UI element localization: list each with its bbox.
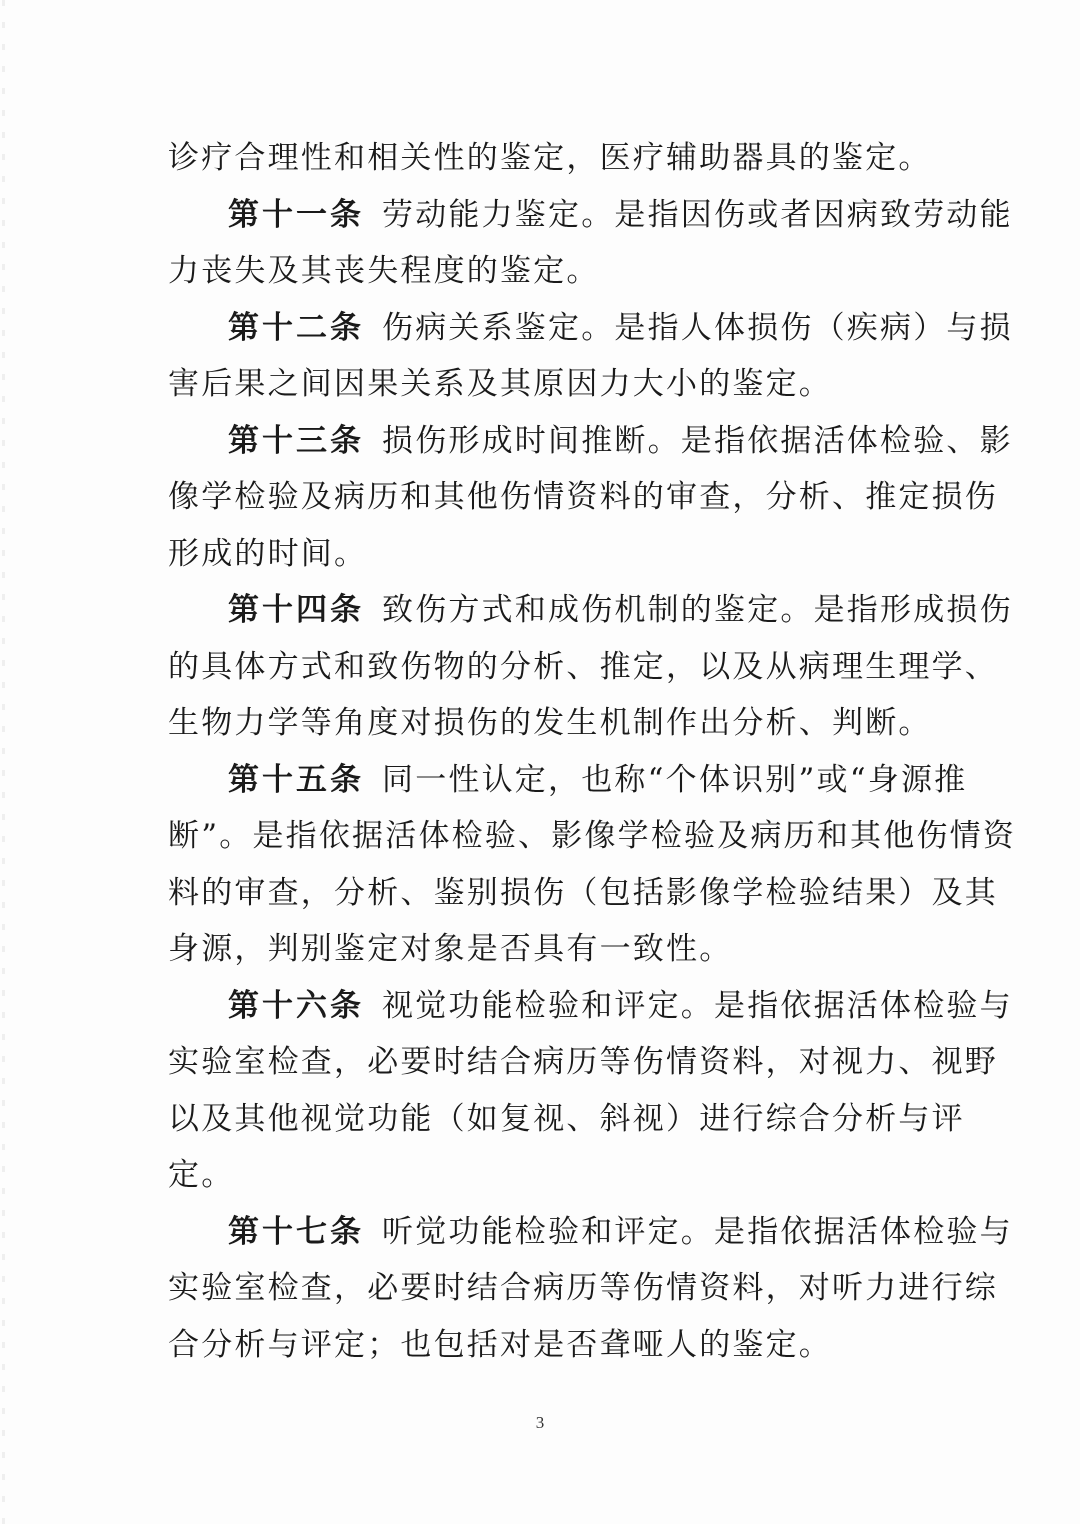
article-text: 劳动能力鉴定。是指因伤或者因病致劳动能 [382,196,1013,233]
article-11 [168,187,1013,300]
article-text: 致伤方式和成伤机制的鉴定。是指形成损伤 [382,592,1013,628]
article-15 [168,752,1017,978]
article-line: 断”。是指依据活体检验、影像学检验及病历和其他伤情资 [168,818,1017,854]
article-text: 同一性认定，也称“个体识别”或“身源推 [382,761,968,798]
article-text: 听觉功能检验和评定。是指依据活体检验与 [382,1213,1013,1250]
article-line: 力丧失及其丧失程度的鉴定。 [168,253,600,289]
article-text: 损伤形成时间推断。是指依据活体检验、影 [382,422,1013,459]
article-first-line [168,582,1013,639]
article-16 [168,978,1013,1204]
article-line: 实验室检查，必要时结合病历等伤情资料，对听力进行综 [168,1270,998,1306]
article-12 [168,300,1013,413]
article-line: 合分析与评定；也包括对是否聋哑人的鉴定。 [168,1326,832,1363]
article-title: 第十一条 [228,196,364,233]
article-title: 第十四条 [228,592,364,628]
scan-edge-artifact [2,0,5,1524]
article-text: 视觉功能检验和评定。是指依据活体检验与 [382,987,1013,1024]
article-line: 形成的时间。 [168,535,368,572]
intro-line: 诊疗合理性和相关性的鉴定，医疗辅助器具的鉴定。 [168,140,932,176]
article-first-line [168,1204,1013,1261]
article-title: 第十二条 [228,309,364,346]
article-13 [168,413,1013,583]
article-title: 第十五条 [228,761,364,798]
article-line: 身源，判别鉴定对象是否具有一致性。 [168,931,733,967]
article-line: 的具体方式和致伤物的分析、推定，以及从病理生理学、 [168,648,998,685]
article-title: 第十六条 [228,987,364,1024]
article-line: 像学检验及病历和其他伤情资料的审查，分析、推定损伤 [168,479,998,515]
article-first-line [168,187,1013,244]
article-line: 实验室检查，必要时结合病历等伤情资料，对视力、视野 [168,1044,998,1080]
page-number: 3 [535,1413,545,1432]
article-line: 害后果之间因果关系及其原因力大小的鉴定。 [168,366,832,402]
article-title: 第十三条 [228,422,364,459]
document-body [168,130,1017,1373]
article-line: 定。 [168,1157,235,1193]
article-first-line [168,978,1013,1035]
article-line: 以及其他视觉功能（如复视、斜视）进行综合分析与评 [168,1100,965,1137]
article-17 [168,1204,1013,1374]
article-first-line [168,413,1013,470]
article-line: 生物力学等角度对损伤的发生机制作出分析、判断。 [168,705,932,741]
article-first-line [168,300,1013,357]
article-text: 伤病关系鉴定。是指人体损伤（疾病）与损 [382,309,1013,346]
article-14 [168,582,1013,752]
article-line: 料的审查，分析、鉴别损伤（包括影像学检验结果）及其 [168,874,998,911]
article-first-line [168,752,968,809]
article-title: 第十七条 [228,1213,364,1250]
